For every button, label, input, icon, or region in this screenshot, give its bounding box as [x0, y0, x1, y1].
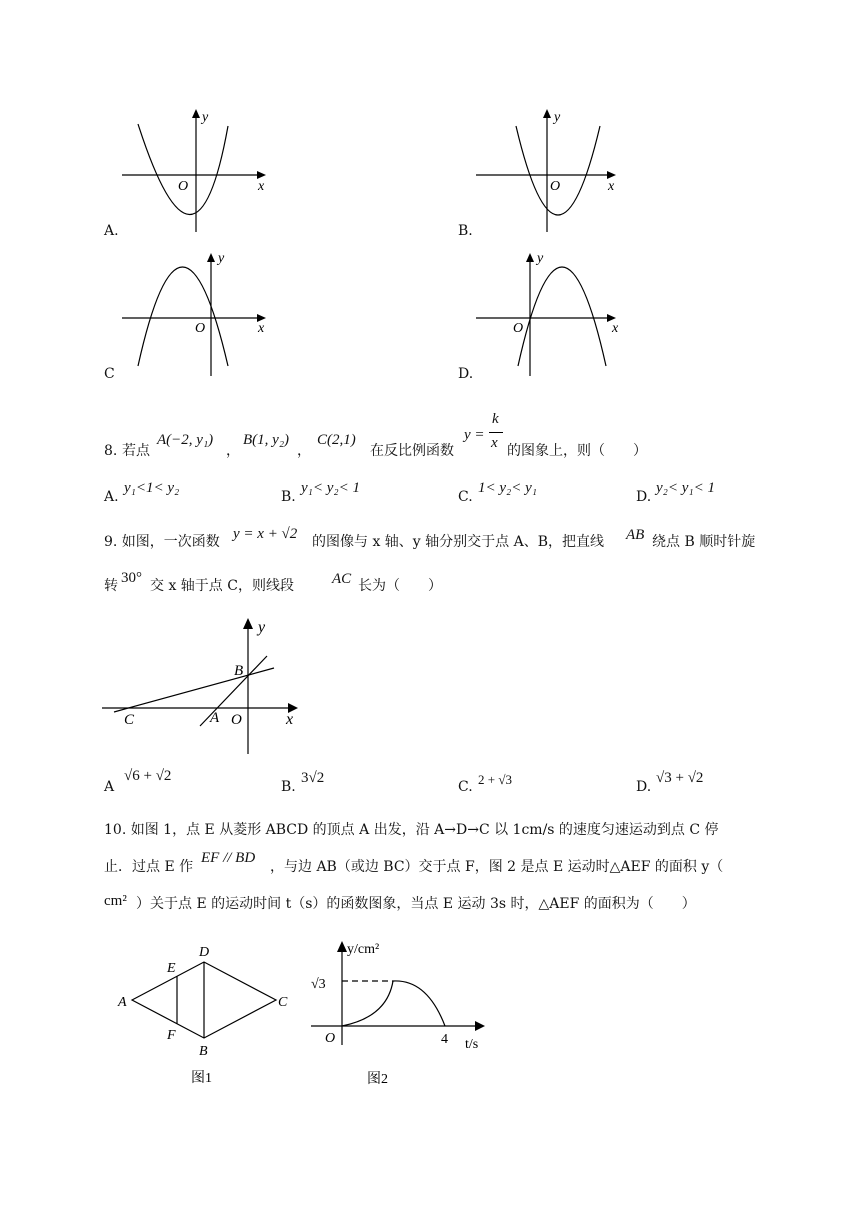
x-axis-label: x [258, 179, 265, 194]
q9-ac: AC [332, 571, 352, 587]
q8-post: 的图象上，则（ ） [507, 443, 647, 459]
graph-option-d [472, 248, 632, 382]
graph-option-a [118, 104, 278, 238]
y-axis-label: y [554, 110, 561, 125]
q8-func-y: y = [464, 427, 485, 443]
point-a-label: A [118, 995, 127, 1010]
q8-option-d: y₂< y₁< 1 [656, 480, 715, 496]
fraction-bar [489, 432, 503, 433]
q8-point-c: C(2,1) [317, 432, 356, 448]
y-axis-label: y/cm² [347, 942, 380, 957]
q10-line1: 10. 如图 1，点 E 从菱形 ABCD 的顶点 A 出发，沿 A→D→C 以 1cm/s 的速度匀速运动到点 C 停 [104, 822, 719, 838]
q8-option-a-letter: A. [104, 489, 119, 505]
q8-point-a: A(−2, y₁) [157, 432, 214, 448]
q8-sep-1: ， [226, 443, 240, 459]
origin-label: O [550, 179, 561, 194]
origin-label: O [178, 179, 189, 194]
q8-func-k: k [492, 411, 499, 427]
q8-func-x: x [491, 435, 498, 451]
q8-point-b: B(1, y₂) [243, 432, 290, 448]
point-b-label: B [199, 1044, 208, 1059]
point-f-label: F [167, 1028, 176, 1043]
q9-line2-pre: 转 [104, 578, 118, 594]
x-axis-label: x [608, 179, 615, 194]
q10-line2-post: ，与边 AB（或边 BC）交于点 F，图 2 是点 E 运动时△AEF 的面积 y（ [270, 859, 724, 875]
q9-option-c-letter: C. [458, 779, 473, 795]
q9-option-c: 2 + √3 [478, 772, 512, 787]
y-axis-label: y [258, 619, 266, 636]
q10-figure-1 [110, 940, 300, 1085]
q9-option-b: 3√2 [301, 770, 325, 786]
q9-line1-post: 绕点 B 顺时针旋 [652, 534, 756, 550]
option-a-letter: A. [104, 223, 119, 239]
origin-label: O [513, 321, 524, 336]
option-d-letter: D. [458, 366, 474, 382]
q10-line2-pre: 止．过点 E 作 [104, 859, 194, 875]
figure-1-caption: 图1 [191, 1071, 212, 1085]
figure-2-caption: 图2 [367, 1072, 388, 1085]
point-d-label: D [199, 945, 210, 960]
q10-ef-bd: EF // BD [201, 850, 256, 866]
q9-line1-pre: 9. 如图，一次函数 [104, 534, 220, 550]
graph-option-c [118, 248, 278, 382]
origin-label: O [325, 1031, 336, 1046]
q9-line2-post: 长为（ ） [358, 578, 442, 594]
q9-func: y = x + √2 [233, 526, 298, 542]
q9-figure [100, 612, 310, 757]
q9-ab: AB [626, 527, 645, 543]
q8-option-b: y₁< y₂< 1 [301, 480, 360, 496]
q10-figure-2 [305, 935, 495, 1085]
q9-option-d-letter: D. [636, 779, 652, 795]
point-a-label: A [210, 710, 220, 726]
graph-option-b [472, 104, 632, 238]
option-c-letter: C [104, 366, 115, 382]
x-axis-label: x [286, 711, 294, 728]
q8-number: 8. [104, 443, 118, 459]
q9-line2-mid: 交 x 轴于点 C，则线段 [150, 578, 294, 594]
point-c-label: C [278, 995, 288, 1010]
q10-unit: cm² [104, 893, 127, 909]
q8-sep-2: ， [297, 443, 311, 459]
q8-pre: 若点 [122, 443, 150, 459]
q9-option-a-letter: A [104, 779, 115, 795]
origin-label: O [231, 712, 242, 728]
origin-label: O [195, 321, 206, 336]
q9-option-d: √3 + √2 [656, 770, 704, 786]
q9-line1-mid: 的图像与 x 轴、y 轴分别交于点 A、B，把直线 [312, 534, 605, 550]
t4-label: 4 [441, 1032, 448, 1047]
x-axis-label: x [258, 321, 265, 336]
q8-option-c: 1< y₂< y₁ [478, 480, 537, 496]
q8-option-c-letter: C. [458, 489, 473, 505]
point-e-label: E [167, 961, 176, 976]
q8-option-a: y₁<1< y₂ [124, 480, 180, 496]
sqrt3-label: √3 [311, 977, 326, 992]
q9-option-b-letter: B. [281, 779, 296, 795]
q9-option-a: √6 + √2 [124, 768, 172, 784]
q8-mid: 在反比例函数 [370, 443, 454, 459]
point-c-label: C [124, 712, 135, 728]
y-axis-label: y [202, 110, 209, 125]
q8-option-b-letter: B. [281, 489, 296, 505]
q10-line3: ）关于点 E 的运动时间 t（s）的函数图象，当点 E 运动 3s 时，△AEF 的面积为（ ） [136, 896, 696, 912]
q8-option-d-letter: D. [636, 489, 652, 505]
y-axis-label: y [218, 251, 225, 266]
option-b-letter: B. [458, 223, 473, 239]
q9-angle: 30° [121, 570, 142, 586]
x-axis-label: x [612, 321, 619, 336]
point-b-label: B [234, 663, 244, 679]
y-axis-label: y [537, 251, 544, 266]
t-axis-label: t/s [465, 1037, 479, 1052]
